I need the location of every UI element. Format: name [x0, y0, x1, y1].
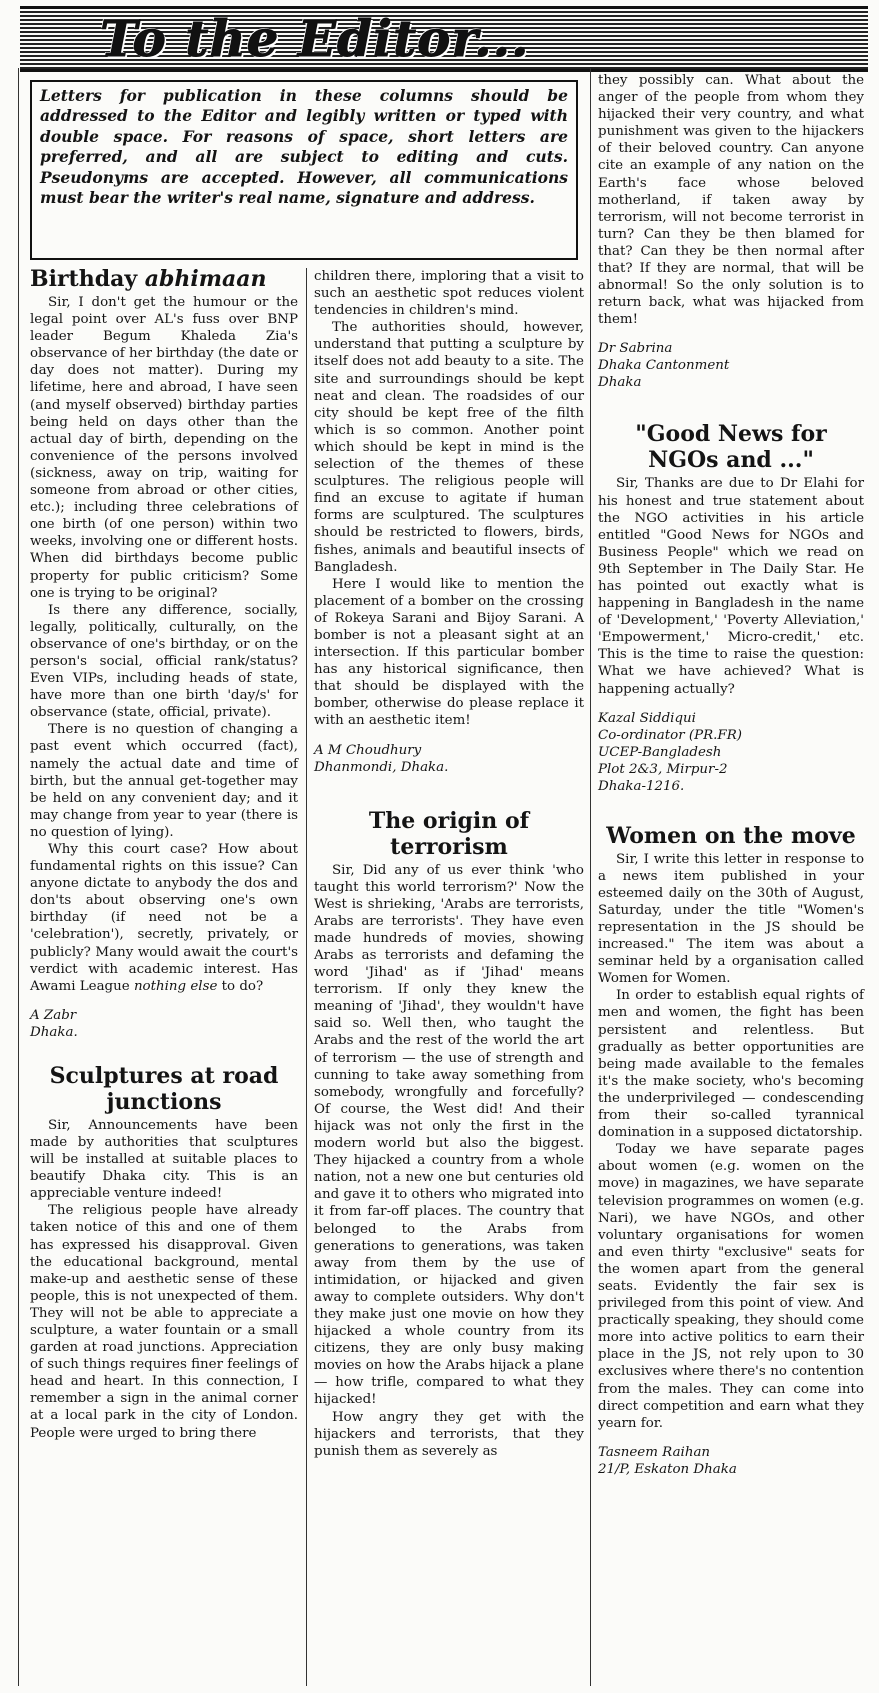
signature-line: Dr Sabrina	[598, 341, 673, 357]
women-paragraph: In order to establish equal rights of men and women, the fight has been persistent and relentless. But gradually as better opportunities are being made available to the females it's the make society, who's becoming the underprivileged — condescending from their so-called tyrannical domination in a supposed dictatorship.	[598, 988, 864, 1141]
sculptures-paragraph: The authorities should, however, understand that putting a sculpture by itself does not add beauty to a site. The site and surroundings should be kept neat and clean. The roadsides of our city should be kept free of the filth which is so common. Another point which should be kept in mind is the selection of the themes of these sculptures. The religious people will find an excuse to agitate if human forms are sculptured. The sculptures should be restricted to flowers, birds, fishes, animals and beautiful insects of Bangladesh.	[314, 320, 584, 575]
signature-line: UCEP-Bangladesh	[598, 744, 722, 760]
ngos-signature	[598, 710, 864, 795]
letter-sculptures-continued	[314, 268, 584, 776]
submission-notice: Letters for publication in these columns should be addressed to the Editor and legibly written or typed with double space. For reasons of space, short letters are preferred, and all are subject to editing and cuts. Pseudonyms are accepted. However, all communications must bear the writer's real name, signature and address.	[30, 80, 578, 260]
signature-line: Kazal Siddiqui	[598, 710, 696, 726]
birthday-last-text: Why this court case? How about fundamental rights on this issue? Can anyone dictate to anybody the dos and don'ts about observing one's own birthday (if need not be a 'celebration'), secretly, privately, or publicly? Many would await the court's verdict with academic interest. Has Awami League	[30, 842, 298, 994]
signature-line: A M Choudhury	[314, 742, 422, 758]
letter-terrorism-continued	[598, 72, 864, 391]
women-signature	[598, 1444, 864, 1478]
signature-line: Dhaka.	[30, 1024, 78, 1040]
column-rule-1	[306, 268, 307, 1686]
signature-line: A Zabr	[30, 1007, 77, 1023]
sculptures-paragraph: children there, imploring that a visit to such an aesthetic spot reduces violent tendencies in children's mind.	[314, 269, 584, 319]
signature-line: Dhaka Cantonment	[598, 358, 730, 374]
column-2	[314, 268, 584, 1460]
birthday-paragraph	[30, 841, 298, 995]
ngos-title: "Good News for NGOs and ..."	[635, 421, 827, 474]
terrorism-paragraph: How angry they get with the hijackers and terrorists, that they punish them as severely as	[314, 1409, 584, 1459]
signature-line: Dhaka-1216.	[598, 778, 685, 794]
birthday-title-italic: abhimaan	[144, 266, 267, 292]
women-title: Women on the move	[606, 822, 856, 849]
terrorism-title: The origin of terrorism	[368, 807, 530, 860]
letter-sculptures	[30, 1063, 298, 1442]
signature-line: Co-ordinator (PR.FR)	[598, 727, 743, 743]
column-rule-2	[590, 68, 591, 1686]
birthday-paragraph: Sir, I don't get the humour or the legal point over AL's fuss over BNP leader Begum Khaleda Zia's observance of her birthday (the date or day does not matter). During my lifetime, here and abroad, I have seen (and myself observed) birthday parties being held on days other than the actual day of birth, depending on the convenience of the persons involved (sickness, away on trip, waiting for someone from abroad or other cities, etc.); including three celebrations of one birth (of one person) within two weeks, involving one or different hosts. When did birthdays become public property for public criticism? Some one is trying to be original?	[30, 295, 298, 601]
left-border-rule	[18, 68, 19, 1686]
birthday-last-tail: to do?	[217, 978, 264, 994]
signature-line: Dhaka	[598, 375, 642, 391]
birthday-title	[30, 266, 298, 292]
masthead-title: To the Editor...	[100, 9, 530, 68]
sculptures-paragraph: Sir, Announcements have been made by authorities that sculptures will be installed at suitable places to beautify Dhaka city. This is an appreciable venture indeed!	[30, 1117, 298, 1202]
masthead-banner	[20, 6, 868, 72]
terrorism-signature	[598, 340, 864, 391]
terrorism-paragraph: Sir, Did any of us ever think 'who taught this world terrorism?' Now the West is shrieking, 'Arabs are terrorists, Arabs are terrorists'. They have even made hundreds of movies, showing Arabs as terrorists and defaming the word 'Jihad' as if 'Jihad' means terrorism. If only they knew the meaning of 'Jihad', they wouldn't have said so. Well then, who taught the Arabs and the rest of the world the art of terrorism — the use of strength and cunning to take away something from somebody, wrongfully and forcefully? Of course, the West did! And their hijack was not only the first in the modern world but also the biggest. They hijacked a country from a whole nation, not a new one but centuries old and gave it to others who migrated into it from far-off places. The country that belonged to the Arabs from generations to generations, was taken away from them by the use of intimidation, or hijacked and given away to complete outsiders. Why don't they make just one movie on how they hijacked a whole country from its citizens, they are only busy making movies on how the Arabs hijack a plane — how trifle, compared to what they hijacked!	[314, 862, 584, 1408]
birthday-paragraph: Is there any difference, socially, legally, politically, culturally, on the observance of one's birthday, or on the person's social, official rank/status? Even VIPs, including heads of state, have more than one birth 'day/s' for observance (state, official, private).	[30, 602, 298, 721]
letter-terrorism	[314, 808, 584, 1460]
sculptures-paragraph: The religious people have already taken notice of this and one of them has expressed his disapproval. Given the educational background, mental make-up and aesthetic sense of these people, this is not unexpected of them. They will not be able to appreciate a sculpture, a water fountain or a small garden at road junctions. Appreciation of such things requires finer feelings of head and heart. In this connection, I remember a sign in the animal corner at a local park in the city of London. People were urged to bring there	[30, 1203, 298, 1441]
birthday-signature	[30, 1007, 298, 1041]
letters-page	[8, 6, 872, 1690]
sculptures-paragraph: Here I would like to mention the placement of a bomber on the crossing of Rokeya Sarani and Bijoy Sarani. A bomber is not a pleasant sight at an intersection. If this particular bomber has any historical significance, then that should be displayed with the bomber, otherwise do please replace it with an aesthetic item!	[314, 576, 584, 729]
birthday-last-italic: nothing else	[133, 978, 218, 994]
signature-line: Dhanmondi, Dhaka.	[314, 759, 449, 775]
birthday-title-plain: Birthday	[30, 266, 145, 292]
terrorism-paragraph: they possibly can. What about the anger of the people from whom they hijacked their very country, and what punishment was given to the hijackers of their beloved country. Can anyone cite an example of any nation on the Earth's face whose beloved motherland, if taken away by terrorism, will not become terrorist in turn? Can they be then blamed for that? Can they be then normal after that? If they are normal, that will be abnormal! So the only solution is to return back, what was hijacked from them!	[598, 73, 864, 328]
column-1	[30, 266, 298, 1442]
letter-women	[598, 823, 864, 1478]
ngos-paragraph: Sir, Thanks are due to Dr Elahi for his honest and true statement about the NGO activities in his article entitled "Good News for NGOs and Business People" which we read on 9th September in The Daily Star. He has pointed out exactly what is happening in Bangladesh in the name of 'Development,' 'Poverty Alleviation,' 'Empowerment,' Micro-credit,' etc. This is the time to raise the question: What we have achieved? What is happening actually?	[598, 476, 864, 697]
sculptures-title: Sculptures at road junctions	[49, 1062, 279, 1115]
letter-ngos	[598, 421, 864, 794]
sculptures-signature	[314, 742, 584, 776]
signature-line: 21/P, Eskaton Dhaka	[598, 1461, 737, 1477]
women-paragraph: Sir, I write this letter in response to a news item published in your esteemed daily on the 30th of August, Saturday, under the title "Women's representation in the JS should be increased." The item was about a seminar held by a organisation called Women for Women.	[598, 851, 864, 987]
women-paragraph: Today we have separate pages about women (e.g. women on the move) in magazines, we have separate television programmes on women (e.g. Nari), we have NGOs, and other voluntary organisations for women and even thirty "exclusive" seats for the women apart from the general seats. Evidently the fair sex is privileged from this point of view. And practically speaking, they should come more into active politics to earn their place in the JS, not rely upon to 30 exclusives where there's no contention from the males. They can come into direct competition and earn what they yearn for.	[598, 1142, 864, 1431]
signature-line: Plot 2&3, Mirpur-2	[598, 761, 728, 777]
letter-birthday	[30, 266, 298, 1041]
column-3	[598, 72, 864, 1478]
signature-line: Tasneem Raihan	[598, 1444, 711, 1460]
birthday-paragraph: There is no question of changing a past event which occurred (fact), namely the actual date and time of birth, but the annual get-together may be held on any convenient day; and it may change from year to year (there is no question of lying).	[30, 722, 298, 840]
